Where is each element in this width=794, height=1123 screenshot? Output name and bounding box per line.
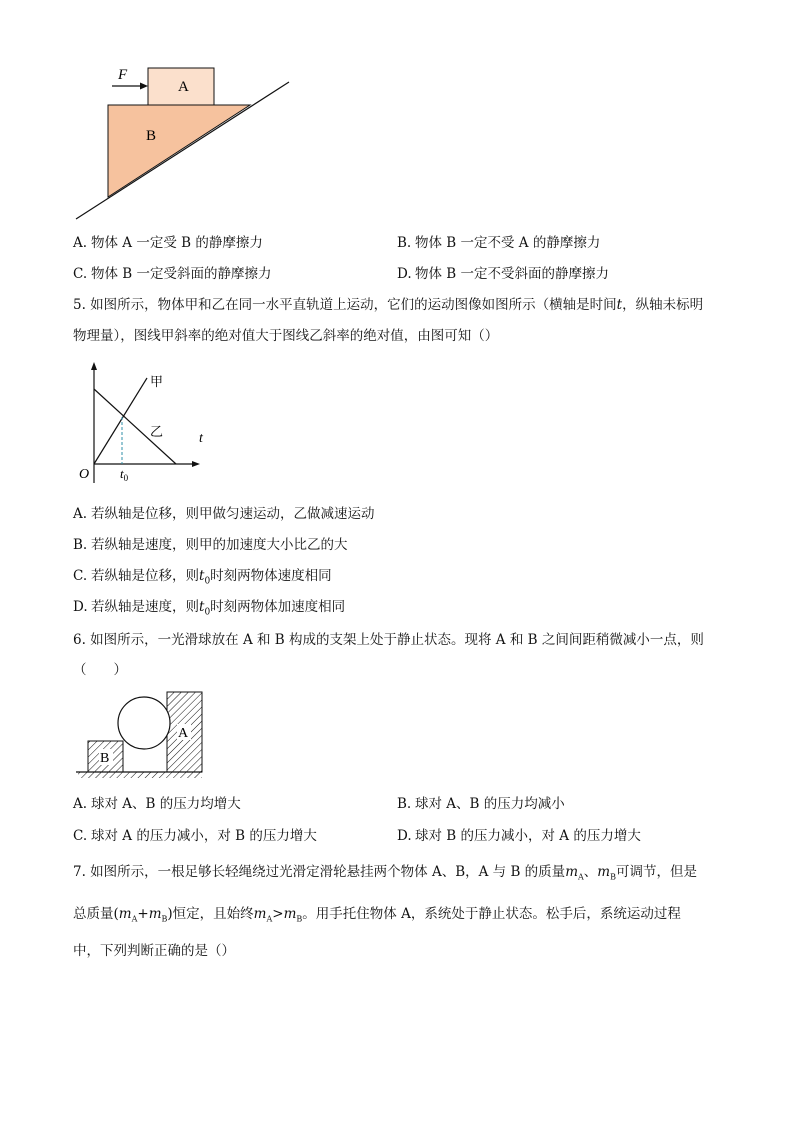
t0-label: $t_0$	[120, 466, 129, 483]
t-axis-arrow	[192, 461, 200, 467]
figure-motion-graph	[72, 360, 217, 490]
block-a-label: A	[178, 79, 189, 95]
wedge-b-label: B	[146, 128, 157, 144]
q6-option-b[interactable]: B. 球对 A、B 的压力均减小	[397, 796, 565, 812]
q4-option-c[interactable]: C. 物体 B 一定受斜面的静摩擦力	[73, 266, 272, 282]
q5-stem-line1: 5. 如图所示，物体甲和乙在同一水平直轨道上运动，它们的运动图像如图所示（横轴是时间t，纵轴未标明	[73, 297, 704, 313]
force-arrowhead	[140, 83, 148, 90]
line-yi	[94, 389, 176, 464]
t-axis-label: t	[199, 431, 203, 446]
q7-stem-line1: 7. 如图所示，一根足够长轻绳绕过光滑定滑轮悬挂两个物体 A、B，A 与 B 的质量$m_A$、$m_B$可调节，但是	[73, 864, 697, 882]
q4-option-a[interactable]: A. 物体 A 一定受 B 的静摩擦力	[73, 235, 263, 251]
q5-option-a[interactable]: A. 若纵轴是位移，则甲做匀速运动，乙做减速运动	[73, 506, 375, 522]
q5-stem-line2: 物理量），图线甲斜率的绝对值大于图线乙斜率的绝对值，由图可知（）	[73, 328, 499, 344]
label-yi: 乙	[150, 424, 164, 439]
smooth-ball	[118, 697, 170, 749]
y-axis-arrow	[91, 362, 97, 370]
q5-option-b[interactable]: B. 若纵轴是速度，则甲的加速度大小比乙的大	[73, 537, 348, 553]
q6-stem-line1: 6. 如图所示，一光滑球放在 A 和 B 构成的支架上处于静止状态。现将 A 和 B 之间间距稍微减小一点，则	[73, 632, 704, 648]
q7-stem-line2: 总质量$(m_A+m_B)$恒定，且始终$m_A>m_B$。用手托住物体 A，系统处于静止状态。松手后，系统运动过程	[73, 906, 681, 924]
q6-option-c[interactable]: C. 球对 A 的压力减小，对 B 的压力增大	[73, 828, 317, 844]
support-a-label: A	[178, 726, 189, 741]
figure-wedge-blocks	[60, 60, 310, 230]
line-jia	[94, 378, 147, 464]
figure-ball-supports	[72, 688, 212, 784]
q7-stem-line3: 中，下列判断正确的是（）	[73, 943, 235, 959]
wedge-b	[108, 105, 250, 197]
q6-stem-line2: （ ）	[73, 662, 127, 678]
ground-hatch	[78, 772, 202, 778]
q6-option-a[interactable]: A. 球对 A、B 的压力均增大	[73, 796, 241, 812]
support-b-label: B	[100, 751, 110, 766]
force-label: F	[118, 67, 128, 83]
label-jia: 甲	[150, 374, 164, 389]
origin-label: O	[79, 467, 90, 482]
q4-option-b[interactable]: B. 物体 B 一定不受 A 的静摩擦力	[397, 235, 601, 251]
q6-option-d[interactable]: D. 球对 B 的压力减小，对 A 的压力增大	[397, 828, 641, 844]
q4-option-d[interactable]: D. 物体 B 一定不受斜面的静摩擦力	[397, 266, 610, 282]
q5-option-c[interactable]: C. 若纵轴是位移，则$t_0$时刻两物体速度相同	[73, 568, 332, 587]
q5-option-d[interactable]: D. 若纵轴是速度，则$t_0$时刻两物体加速度相同	[73, 599, 346, 618]
